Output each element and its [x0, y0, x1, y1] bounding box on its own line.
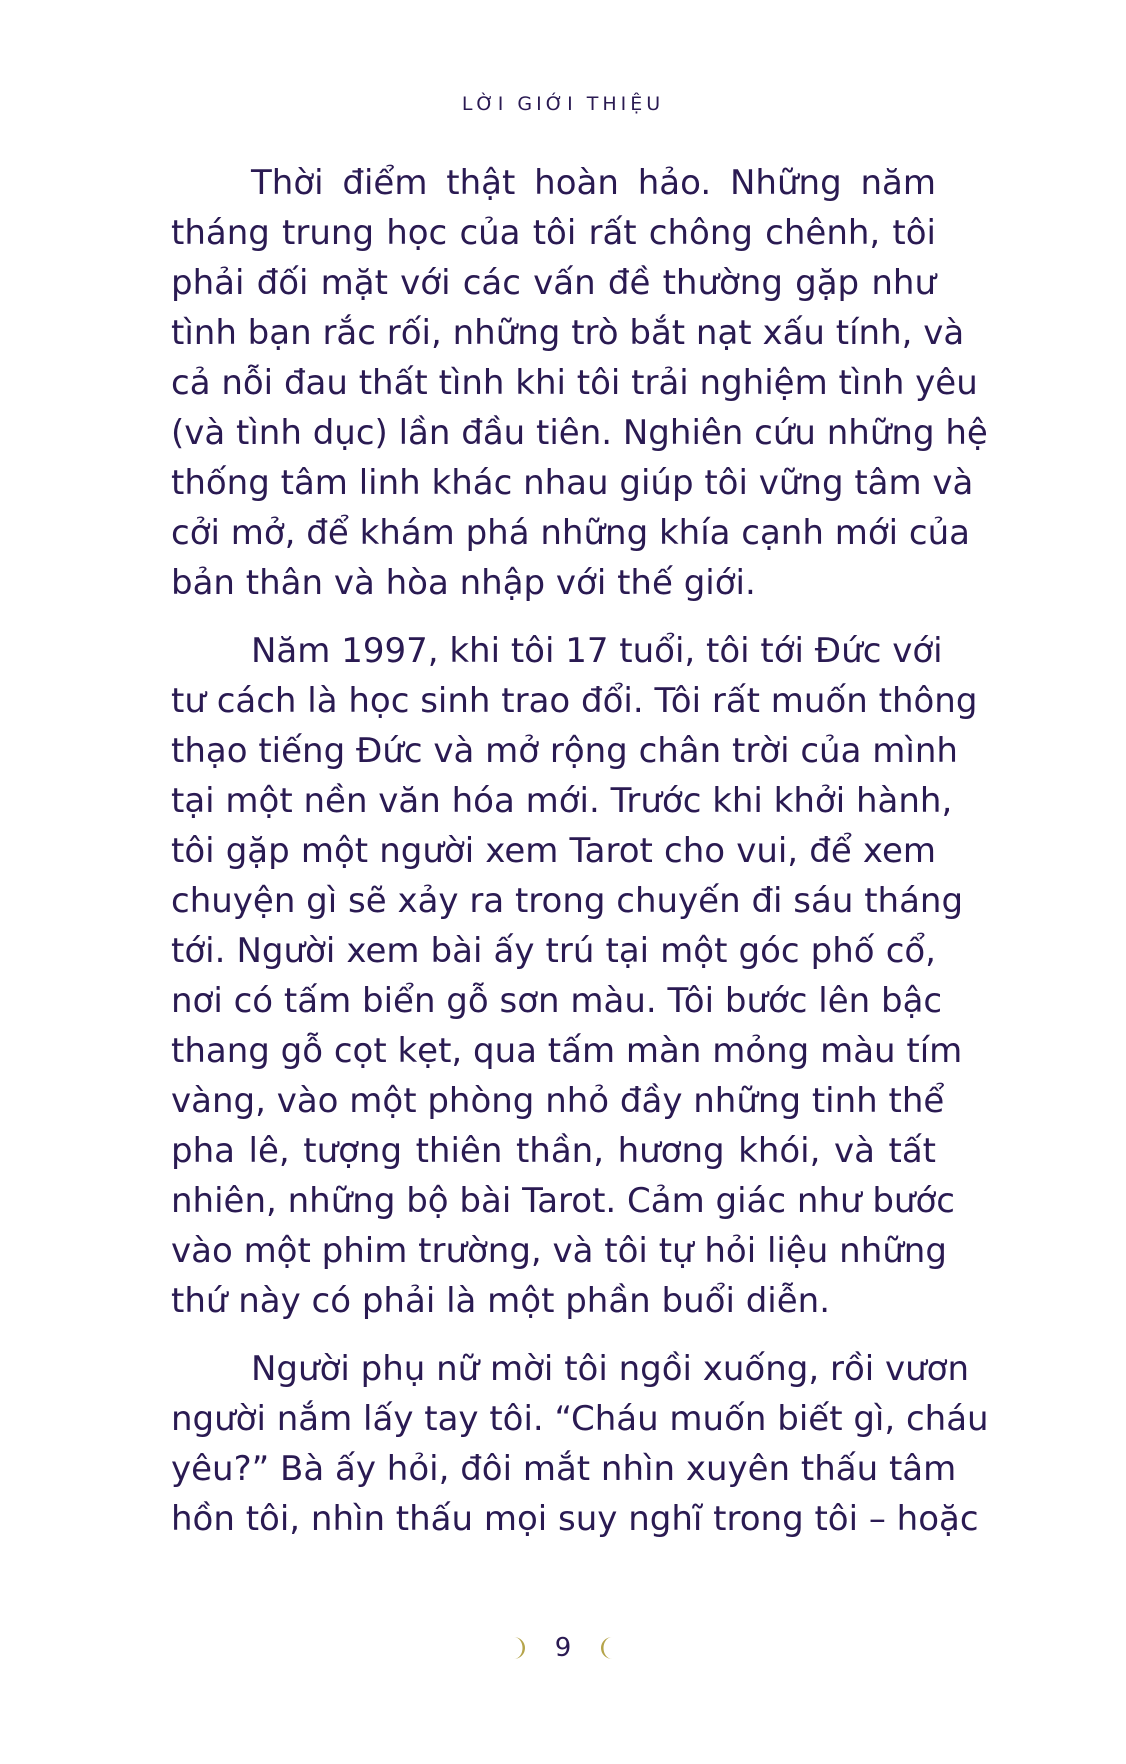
body-text	[171, 158, 989, 1544]
text-line: tư cách là học sinh trao đổi. Tôi rất muốn thông	[171, 681, 978, 721]
text-line: thứ này có phải là một phần buổi diễn.	[171, 1281, 831, 1321]
crescent-moon-icon	[508, 1635, 530, 1661]
paragraph-gap	[171, 608, 936, 626]
crescent-moon-shape	[601, 1637, 612, 1659]
text-line: thống tâm linh khác nhau giúp tôi vững tâm và	[171, 463, 974, 503]
text-line: người nắm lấy tay tôi. “Cháu muốn biết gì, cháu	[171, 1399, 989, 1439]
text-line: Năm 1997, khi tôi 17 tuổi, tôi tới Đức với	[251, 631, 943, 671]
paragraph-gap	[171, 1326, 936, 1344]
text-line: cả nỗi đau thất tình khi tôi trải nghiệm tình yêu	[171, 363, 978, 403]
paragraph-1	[171, 158, 988, 608]
text-line: nhiên, những bộ bài Tarot. Cảm giác như bước	[171, 1181, 955, 1221]
text-line: tình bạn rắc rối, những trò bắt nạt xấu tính, và	[171, 313, 965, 353]
page-number: 9	[554, 1633, 572, 1663]
text-line: thang gỗ cọt kẹt, qua tấm màn mỏng màu tím	[171, 1031, 963, 1071]
page-footer	[0, 1628, 1126, 1668]
text-line: phải đối mặt với các vấn đề thường gặp như	[171, 263, 936, 303]
crescent-moon-shape	[514, 1637, 525, 1659]
paragraph-3	[171, 1344, 989, 1544]
text-line: tại một nền văn hóa mới. Trước khi khởi hành,	[171, 781, 953, 821]
text-line: (và tình dục) lần đầu tiên. Nghiên cứu những hệ	[171, 413, 988, 453]
text-line: pha lê, tượng thiên thần, hương khói, và tất	[171, 1131, 936, 1171]
text-line: nơi có tấm biển gỗ sơn màu. Tôi bước lên bậc	[171, 981, 943, 1021]
running-header: LỜI GIỚI THIỆU	[461, 93, 665, 115]
text-line: cởi mở, để khám phá những khía cạnh mới của	[171, 513, 970, 553]
crescent-moon-icon	[596, 1635, 618, 1661]
text-line: hồn tôi, nhìn thấu mọi suy nghĩ trong tôi – hoặc	[171, 1499, 979, 1539]
text-line: chuyện gì sẽ xảy ra trong chuyến đi sáu tháng	[171, 881, 964, 921]
text-line: Thời điểm thật hoàn hảo. Những năm	[251, 163, 936, 203]
text-line: yêu?” Bà ấy hỏi, đôi mắt nhìn xuyên thấu tâm	[171, 1449, 957, 1489]
text-line: vàng, vào một phòng nhỏ đầy những tinh thể	[171, 1081, 945, 1121]
text-line: Người phụ nữ mời tôi ngồi xuống, rồi vươn	[251, 1349, 970, 1389]
text-line: thạo tiếng Đức và mở rộng chân trời của mình	[171, 731, 958, 771]
text-line: tới. Người xem bài ấy trú tại một góc phố cổ,	[171, 931, 936, 971]
text-line: tôi gặp một người xem Tarot cho vui, để xem	[171, 831, 936, 871]
text-line: tháng trung học của tôi rất chông chênh, tôi	[171, 213, 936, 253]
text-line: bản thân và hòa nhập với thế giới.	[171, 563, 756, 603]
text-line: vào một phim trường, và tôi tự hỏi liệu những	[171, 1231, 947, 1271]
paragraph-2	[171, 626, 978, 1326]
